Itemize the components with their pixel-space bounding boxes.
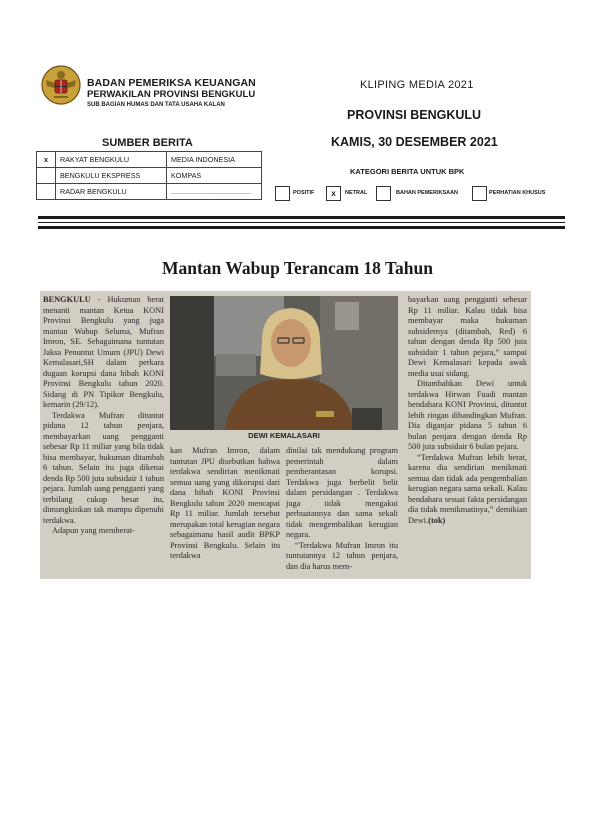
paragraph: dinilai tak mendukung program pemerintah dalam pemberantasan korupsi. Terdakwa juga berbelit belit dalam persidangan . Terdakwa juga tidak mengakui perbuatannya dan sama sekali tidak mengembalikan kerugian negara. xyxy=(286,446,398,539)
paragraph: Adapun yang memberat- xyxy=(52,526,135,535)
sumber-row xyxy=(37,152,262,168)
portrait-photo xyxy=(170,296,398,430)
kategori-title: KATEGORI BERITA UNTUK BPK xyxy=(350,167,465,176)
divider xyxy=(38,226,565,229)
kliping-title: KLIPING MEDIA 2021 xyxy=(360,79,474,91)
kategori-label-netral: NETRAL xyxy=(345,190,368,196)
paragraph: “Terdakwa Mufran lebih berat, karena dia sendirian menikmati semua dan tidak ada pengembalian kerugian negara sama sekali. Kalau bendahara sesuai fakta persidangan dia tidak menikmatinya,” demikian Dewi. xyxy=(408,452,527,525)
sumber-row xyxy=(37,168,262,184)
news-clipping xyxy=(40,291,531,579)
sumber-source: BENGKULU EKSPRESS xyxy=(56,168,167,184)
kategori-checkbox-perhatian xyxy=(472,186,487,201)
paragraph: “Terdakwa Mufran Imron itu tuntutannya 12 tahun penjara, dan dia harus mem- xyxy=(286,540,398,571)
article-column-2 xyxy=(170,446,280,562)
garuda-emblem-icon xyxy=(40,64,82,106)
sumber-source: RADAR BENGKULU xyxy=(56,184,167,200)
article-photo xyxy=(170,296,398,430)
divider xyxy=(38,222,565,223)
sumber-source: KOMPAS xyxy=(167,168,262,184)
kategori-checkbox-positif xyxy=(275,186,290,201)
paragraph: Terdakwa Mufran dituntut pidana 12 tahun penjara, membayarkan uang pengganti sebesar Rp 11 miliar yang bila tidak bisa membayar, hukuman ditambah 6 tahun. Selain itu juga dikenai denda Rp 500 juta subsidair 1 tahun pejara. Jumlah uang pengganti yang terbilang cukup besar itu, dimungkinkan tak mampu dipenuhi terdakwa. xyxy=(43,410,164,525)
org-branch: PERWAKILAN PROVINSI BENGKULU xyxy=(87,89,256,100)
kategori-label-perhatian: PERHATIAN KHUSUS xyxy=(489,190,546,196)
sumber-title: SUMBER BERITA xyxy=(102,137,193,149)
paragraph: bayarkan uang pengganti sebesar Rp 11 miliar. Kalau tidak bisa membayar maka hukuman subsidernya (ditambah, Red) 6 tahun dengan denda Rp 500 juta subsidair 1 tahun pejara,” sampai Dewi Kemalasari kepada awak media usai sidang. xyxy=(408,295,527,378)
sumber-mark xyxy=(37,184,56,200)
article-column-1 xyxy=(43,295,164,537)
date-title: KAMIS, 30 DESEMBER 2021 xyxy=(331,135,498,149)
sumber-row xyxy=(37,184,262,200)
org-subdivision: SUB BAGIAN HUMAS DAN TATA USAHA KALAN xyxy=(87,102,225,108)
paragraph: - Hukuman berat menanti mantan Ketua KONI Provinsi Bengkulu yang juga mantan Wabup Seluma, Mufran Imron, SE. Sebagaimana tuntutan Jaksa Penuntut Umum (JPU) Dewi Kemalasari,SH dalam perkara dugaan korupsi dana hibah KONI Provinsi Bengkulu tahun 2020. Sidang di PN Tipikor Bengkulu, kemarin (29/12). xyxy=(43,295,164,409)
divider xyxy=(38,216,565,219)
article-column-3 xyxy=(286,446,398,572)
article-headline: Mantan Wabup Terancam 18 Tahun xyxy=(161,258,434,278)
sumber-mark: x xyxy=(37,152,56,168)
sumber-source: ........................................ xyxy=(167,184,262,200)
photo-caption: DEWI KEMALASARI xyxy=(248,431,320,440)
sumber-table xyxy=(36,151,262,200)
sumber-source: MEDIA INDONESIA xyxy=(167,152,262,168)
kategori-label-bahan: BAHAN PEMERIKSAAN xyxy=(396,190,459,196)
sumber-mark xyxy=(37,168,56,184)
paragraph: kan Mufran Imron, dalam tuntutan JPU disebutkan bahwa terdakwa sendirian menikmati semua uang yang dikorupsi dari dana hibah KONI Provinsi Bengkulu tahun 2020 mencapai Rp 11 miliar. Jumlah tersebut merupakan total kerugian negara sebagaimana hasil audit BPKP Provinsi Bengkulu. Selain itu terdakwa xyxy=(170,446,280,560)
dateline: BENGKULU xyxy=(43,295,91,304)
kategori-checkbox-bahan xyxy=(376,186,391,201)
paragraph: Ditambahkan Dewi untuk terdakwa Hirwan Fuadi mantan bendahara KONI Provinsi, dituntut lebih ringan dibandingkan Mufran. Dia diganjar pidana 5 tahun 6 bulan penjara dengan denda Rp 500 juta subsidair 6 bulan pejara. xyxy=(408,379,527,451)
author-sign: (tok) xyxy=(428,515,446,525)
sumber-source: RAKYAT BENGKULU xyxy=(56,152,167,168)
kategori-label-positif: POSITIF xyxy=(293,190,315,196)
province-title: PROVINSI BENGKULU xyxy=(347,108,482,122)
org-name: BADAN PEMERIKSA KEUANGAN xyxy=(87,77,256,89)
kategori-checkbox-netral: x xyxy=(326,186,341,201)
article-column-4 xyxy=(408,295,527,526)
